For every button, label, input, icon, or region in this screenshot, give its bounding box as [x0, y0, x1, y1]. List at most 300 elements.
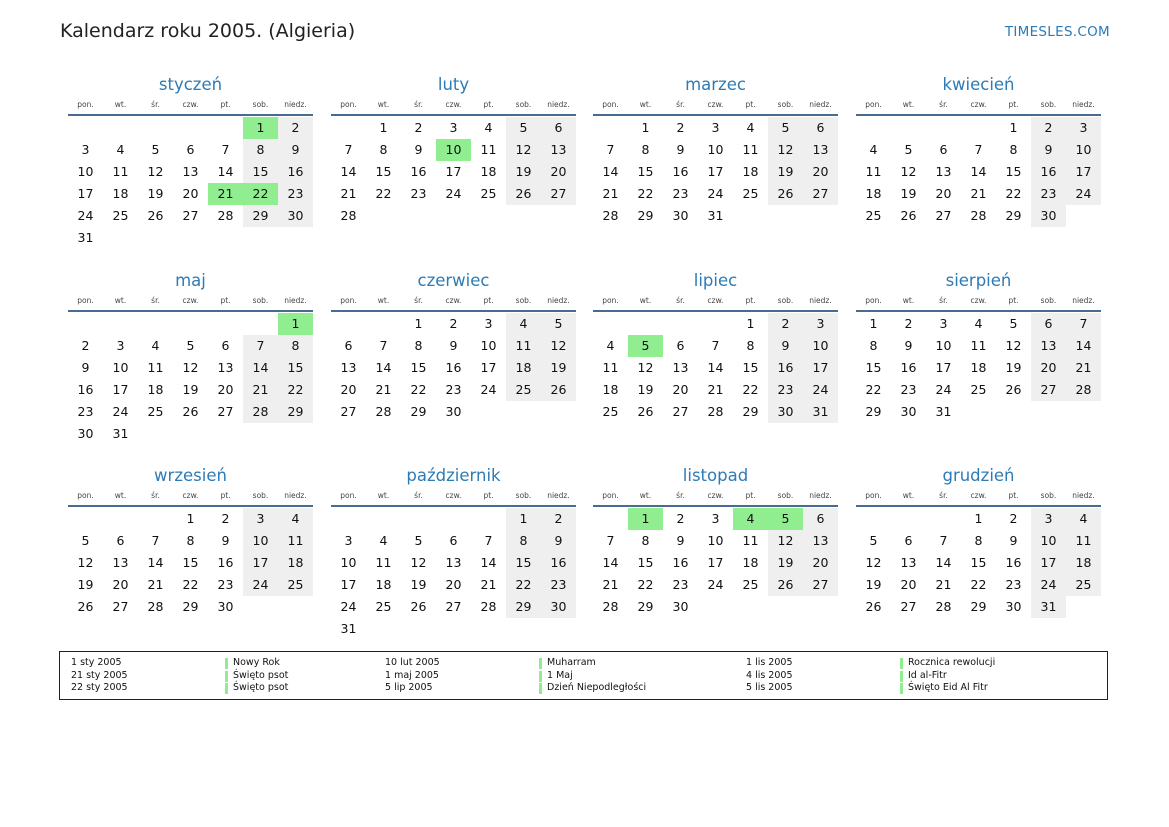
day-cell: 24 [707, 577, 724, 592]
weekday-label: czw. [707, 100, 724, 109]
day-cell: 16 [278, 161, 313, 183]
day-cell: 31 [1031, 596, 1066, 618]
day-cell: 19 [865, 577, 882, 592]
day-cell: 31 [803, 401, 838, 423]
day-cell: 22 [637, 577, 654, 592]
day-cell: 18 [278, 552, 313, 574]
weekday-label: wt. [639, 491, 652, 500]
day-cell: 4 [606, 338, 615, 353]
day-cell: 27 [672, 404, 689, 419]
day-cell: 8 [278, 335, 313, 357]
day-cell: 5 [506, 117, 541, 139]
day-cell: 11 [278, 530, 313, 552]
day-cell: 29 [410, 404, 427, 419]
day-cell: 16 [768, 357, 803, 379]
month-block [593, 74, 838, 227]
month-name: grudzień [942, 466, 1015, 485]
day-cell: 22 [1005, 186, 1022, 201]
day-cell: 30 [217, 599, 234, 614]
weekday-label: niedz. [1072, 296, 1095, 305]
month-name: styczeń [158, 75, 223, 94]
day-cell: 14 [1066, 335, 1101, 357]
day-cell: 16 [445, 360, 462, 375]
weekday-label: wt. [377, 296, 390, 305]
legend-marker [900, 658, 903, 669]
day-cell: 9 [1031, 139, 1066, 161]
day-cell: 24 [243, 574, 278, 596]
weekday-label: śr. [939, 100, 948, 109]
day-cell: 19 [768, 552, 803, 574]
day-cell: 3 [449, 120, 458, 135]
legend-marker [225, 671, 228, 682]
empty-cell [173, 313, 208, 335]
weekday-label: czw. [445, 491, 462, 500]
day-cell: 26 [506, 183, 541, 205]
day-cell: 3 [939, 316, 948, 331]
day-cell: 12 [1005, 338, 1022, 353]
weekday-header [68, 294, 313, 312]
day-cell: 5 [904, 142, 913, 157]
day-cell: 25 [480, 186, 497, 201]
day-cell: 4 [746, 120, 755, 135]
legend-holiday-name: Święto psot [233, 682, 289, 693]
weekday-label: niedz. [547, 100, 570, 109]
month-name: lipiec [693, 271, 738, 290]
day-cell: 25 [112, 208, 129, 223]
day-cell: 20 [803, 161, 838, 183]
day-cell: 23 [768, 379, 803, 401]
day-cell: 7 [974, 142, 983, 157]
day-cell: 28 [375, 404, 392, 419]
day-cell: 21 [707, 382, 724, 397]
day-cell: 17 [935, 360, 952, 375]
holiday-day-cell: 1 [628, 508, 663, 530]
weekday-label: czw. [445, 100, 462, 109]
day-cell: 7 [606, 533, 615, 548]
day-cell: 13 [182, 164, 199, 179]
legend-date: 4 lis 2005 [746, 669, 793, 681]
day-cell: 10 [707, 142, 724, 157]
day-cell: 26 [768, 183, 803, 205]
day-cell: 7 [344, 142, 353, 157]
day-cell: 9 [278, 139, 313, 161]
empty-cell [593, 117, 628, 139]
weekday-label: niedz. [1072, 100, 1095, 109]
day-cell: 19 [410, 577, 427, 592]
weekday-label: czw. [707, 296, 724, 305]
day-cell: 6 [344, 338, 353, 353]
day-cell: 13 [803, 139, 838, 161]
day-cell: 28 [707, 404, 724, 419]
day-cell: 11 [865, 164, 882, 179]
weekday-header [593, 294, 838, 312]
day-cell: 27 [182, 208, 199, 223]
day-cell: 7 [151, 533, 160, 548]
day-cell: 10 [803, 335, 838, 357]
day-cell: 27 [803, 574, 838, 596]
day-cell: 15 [637, 555, 654, 570]
day-cell: 19 [541, 357, 576, 379]
weekday-header [856, 489, 1101, 507]
day-cell: 14 [375, 360, 392, 375]
day-cell: 14 [243, 357, 278, 379]
day-cell: 18 [742, 164, 759, 179]
day-cell: 17 [77, 186, 94, 201]
day-cell: 9 [676, 142, 685, 157]
day-cell: 22 [182, 577, 199, 592]
day-cell: 29 [278, 401, 313, 423]
day-cell: 12 [637, 360, 654, 375]
weekday-label: sob. [515, 100, 532, 109]
legend-holiday-name: Święto Eid Al Fitr [908, 682, 988, 693]
day-cell: 25 [278, 574, 313, 596]
month-block [331, 465, 576, 640]
holiday-day-cell: 1 [278, 313, 313, 335]
day-cell: 3 [484, 316, 493, 331]
weekday-label: pon. [602, 100, 619, 109]
day-cell: 20 [445, 577, 462, 592]
day-cell: 18 [147, 382, 164, 397]
empty-cell [926, 117, 961, 139]
day-cell: 1 [379, 120, 388, 135]
day-cell: 31 [77, 230, 94, 245]
weekday-label: czw. [970, 100, 987, 109]
day-cell: 7 [606, 142, 615, 157]
day-cell: 29 [506, 596, 541, 618]
month-block [331, 270, 576, 423]
day-cell: 24 [1031, 574, 1066, 596]
day-cell: 12 [410, 555, 427, 570]
day-cell: 23 [77, 404, 94, 419]
day-cell: 17 [340, 577, 357, 592]
day-cell: 15 [1005, 164, 1022, 179]
day-cell: 1 [974, 511, 983, 526]
day-cell: 6 [676, 338, 685, 353]
day-cell: 11 [1066, 530, 1101, 552]
empty-cell [663, 313, 698, 335]
weekday-label: sob. [1040, 296, 1057, 305]
day-cell: 30 [672, 208, 689, 223]
day-cell: 23 [445, 382, 462, 397]
weekday-label: wt. [114, 296, 127, 305]
day-cell: 20 [217, 382, 234, 397]
holiday-day-cell: 10 [436, 139, 471, 161]
day-cell: 28 [602, 208, 619, 223]
day-cell: 26 [182, 404, 199, 419]
day-cell: 27 [217, 404, 234, 419]
day-cell: 22 [865, 382, 882, 397]
day-grid [331, 508, 576, 640]
day-cell: 3 [81, 142, 90, 157]
day-cell: 22 [970, 577, 987, 592]
weekday-label: wt. [902, 491, 915, 500]
day-cell: 5 [186, 338, 195, 353]
weekday-label: niedz. [284, 100, 307, 109]
legend-holiday-name: Nowy Rok [233, 657, 280, 668]
day-cell: 19 [182, 382, 199, 397]
day-cell: 29 [742, 404, 759, 419]
day-cell: 7 [711, 338, 720, 353]
day-cell: 20 [112, 577, 129, 592]
day-cell: 2 [676, 511, 685, 526]
day-cell: 15 [637, 164, 654, 179]
weekday-label: pt. [745, 491, 756, 500]
day-cell: 28 [147, 599, 164, 614]
weekday-label: sob. [515, 491, 532, 500]
day-cell: 16 [672, 555, 689, 570]
day-cell: 26 [865, 599, 882, 614]
day-cell: 15 [865, 360, 882, 375]
day-cell: 30 [278, 205, 313, 227]
day-cell: 22 [410, 382, 427, 397]
day-cell: 9 [449, 338, 458, 353]
weekday-label: śr. [151, 491, 160, 500]
day-cell: 10 [480, 338, 497, 353]
month-block [856, 74, 1101, 227]
weekday-header [331, 98, 576, 116]
day-cell: 17 [243, 552, 278, 574]
holiday-day-cell: 4 [733, 508, 768, 530]
site-link[interactable]: TIMESLES.COM [1004, 24, 1110, 40]
empty-cell [103, 117, 138, 139]
day-cell: 30 [77, 426, 94, 441]
day-cell: 9 [541, 530, 576, 552]
weekday-label: sob. [252, 296, 269, 305]
day-cell: 11 [480, 142, 497, 157]
day-cell: 14 [480, 555, 497, 570]
empty-cell [138, 508, 173, 530]
weekday-label: śr. [939, 296, 948, 305]
day-cell: 1 [506, 508, 541, 530]
day-cell: 25 [506, 379, 541, 401]
day-cell: 16 [1031, 161, 1066, 183]
holiday-day-cell: 5 [768, 508, 803, 530]
empty-cell [436, 508, 471, 530]
weekday-label: sob. [777, 296, 794, 305]
day-cell: 1 [414, 316, 423, 331]
weekday-header [331, 489, 576, 507]
day-cell: 21 [970, 186, 987, 201]
day-cell: 29 [637, 208, 654, 223]
day-cell: 10 [243, 530, 278, 552]
day-cell: 11 [506, 335, 541, 357]
day-cell: 12 [768, 530, 803, 552]
day-cell: 25 [865, 208, 882, 223]
day-grid [856, 313, 1101, 423]
day-cell: 25 [970, 382, 987, 397]
day-cell: 21 [935, 577, 952, 592]
day-cell: 6 [904, 533, 913, 548]
day-cell: 25 [375, 599, 392, 614]
day-cell: 28 [340, 208, 357, 223]
day-cell: 7 [939, 533, 948, 548]
day-cell: 14 [602, 555, 619, 570]
weekday-header [68, 98, 313, 116]
day-cell: 27 [803, 183, 838, 205]
weekday-label: pt. [483, 296, 494, 305]
day-cell: 25 [742, 186, 759, 201]
day-cell: 21 [480, 577, 497, 592]
day-cell: 8 [641, 533, 650, 548]
day-cell: 10 [340, 555, 357, 570]
day-cell: 15 [375, 164, 392, 179]
empty-cell [471, 508, 506, 530]
day-cell: 21 [243, 379, 278, 401]
day-cell: 5 [151, 142, 160, 157]
weekday-header [593, 489, 838, 507]
weekday-label: pon. [865, 491, 882, 500]
day-cell: 18 [602, 382, 619, 397]
day-grid [593, 117, 838, 227]
legend-date: 1 maj 2005 [385, 669, 439, 681]
legend-marker [900, 683, 903, 694]
day-cell: 6 [803, 117, 838, 139]
holiday-day-cell: 5 [628, 335, 663, 357]
day-cell: 28 [602, 599, 619, 614]
day-cell: 31 [340, 621, 357, 636]
month-block [593, 270, 838, 423]
legend-marker [225, 658, 228, 669]
weekday-label: pon. [77, 100, 94, 109]
empty-cell [698, 313, 733, 335]
holiday-legend [59, 651, 1108, 700]
day-cell: 19 [768, 161, 803, 183]
weekday-label: sob. [252, 100, 269, 109]
day-cell: 5 [541, 313, 576, 335]
day-cell: 27 [900, 599, 917, 614]
day-cell: 11 [742, 533, 759, 548]
day-cell: 16 [672, 164, 689, 179]
day-cell: 29 [1005, 208, 1022, 223]
day-cell: 8 [746, 338, 755, 353]
day-cell: 11 [375, 555, 392, 570]
day-cell: 1 [641, 120, 650, 135]
weekday-label: pon. [865, 100, 882, 109]
legend-date: 5 lip 2005 [385, 682, 433, 693]
day-cell: 9 [81, 360, 90, 375]
page-title: Kalendarz roku 2005. (Algieria) [60, 20, 356, 42]
weekday-label: niedz. [547, 296, 570, 305]
weekday-label: pt. [220, 491, 231, 500]
weekday-label: niedz. [809, 296, 832, 305]
day-cell: 6 [116, 533, 125, 548]
weekday-header [856, 294, 1101, 312]
day-cell: 11 [602, 360, 619, 375]
day-cell: 30 [1031, 205, 1066, 227]
day-cell: 5 [768, 117, 803, 139]
day-cell: 10 [77, 164, 94, 179]
day-cell: 9 [676, 533, 685, 548]
legend-date: 10 lut 2005 [385, 657, 440, 668]
day-cell: 2 [81, 338, 90, 353]
day-cell: 6 [541, 117, 576, 139]
day-cell: 5 [869, 533, 878, 548]
day-cell: 21 [340, 186, 357, 201]
day-cell: 21 [375, 382, 392, 397]
day-cell: 17 [1031, 552, 1066, 574]
weekday-label: niedz. [1072, 491, 1095, 500]
day-cell: 12 [506, 139, 541, 161]
day-cell: 6 [449, 533, 458, 548]
weekday-label: pt. [1008, 100, 1019, 109]
weekday-label: niedz. [284, 296, 307, 305]
day-cell: 2 [676, 120, 685, 135]
day-cell: 20 [672, 382, 689, 397]
day-cell: 4 [974, 316, 983, 331]
day-cell: 30 [1005, 599, 1022, 614]
empty-cell [68, 117, 103, 139]
day-cell: 20 [900, 577, 917, 592]
day-cell: 13 [340, 360, 357, 375]
day-cell: 18 [506, 357, 541, 379]
day-cell: 4 [278, 508, 313, 530]
month-block [593, 465, 838, 618]
day-cell: 18 [742, 555, 759, 570]
empty-cell [68, 313, 103, 335]
day-cell: 26 [77, 599, 94, 614]
day-cell: 17 [707, 555, 724, 570]
empty-cell [593, 313, 628, 335]
day-cell: 24 [480, 382, 497, 397]
day-cell: 9 [768, 335, 803, 357]
weekday-label: sob. [252, 491, 269, 500]
day-cell: 1 [746, 316, 755, 331]
day-cell: 6 [1031, 313, 1066, 335]
day-cell: 28 [243, 401, 278, 423]
day-cell: 16 [541, 552, 576, 574]
day-cell: 3 [1066, 117, 1101, 139]
weekday-label: pon. [77, 491, 94, 500]
day-cell: 18 [865, 186, 882, 201]
empty-cell [593, 508, 628, 530]
day-cell: 3 [1031, 508, 1066, 530]
day-cell: 28 [935, 599, 952, 614]
empty-cell [926, 508, 961, 530]
day-cell: 6 [186, 142, 195, 157]
day-cell: 13 [900, 555, 917, 570]
empty-cell [961, 117, 996, 139]
day-cell: 13 [217, 360, 234, 375]
day-cell: 29 [243, 205, 278, 227]
day-cell: 3 [344, 533, 353, 548]
legend-marker [900, 671, 903, 682]
day-cell: 5 [81, 533, 90, 548]
day-cell: 24 [340, 599, 357, 614]
day-cell: 13 [935, 164, 952, 179]
weekday-label: pt. [220, 296, 231, 305]
day-cell: 25 [602, 404, 619, 419]
day-cell: 16 [900, 360, 917, 375]
weekday-label: śr. [414, 491, 423, 500]
day-grid [593, 508, 838, 618]
legend-date: 21 sty 2005 [71, 669, 128, 681]
day-cell: 8 [243, 139, 278, 161]
weekday-label: pt. [483, 491, 494, 500]
weekday-label: pt. [1008, 296, 1019, 305]
weekday-label: pt. [220, 100, 231, 109]
day-cell: 31 [935, 404, 952, 419]
day-cell: 10 [112, 360, 129, 375]
day-cell: 15 [278, 357, 313, 379]
empty-cell [138, 313, 173, 335]
day-cell: 5 [1009, 316, 1018, 331]
empty-cell [208, 117, 243, 139]
day-cell: 4 [869, 142, 878, 157]
day-cell: 26 [541, 379, 576, 401]
month-block [856, 270, 1101, 423]
legend-holiday-name: Rocznica rewolucji [908, 657, 996, 668]
day-cell: 9 [221, 533, 230, 548]
